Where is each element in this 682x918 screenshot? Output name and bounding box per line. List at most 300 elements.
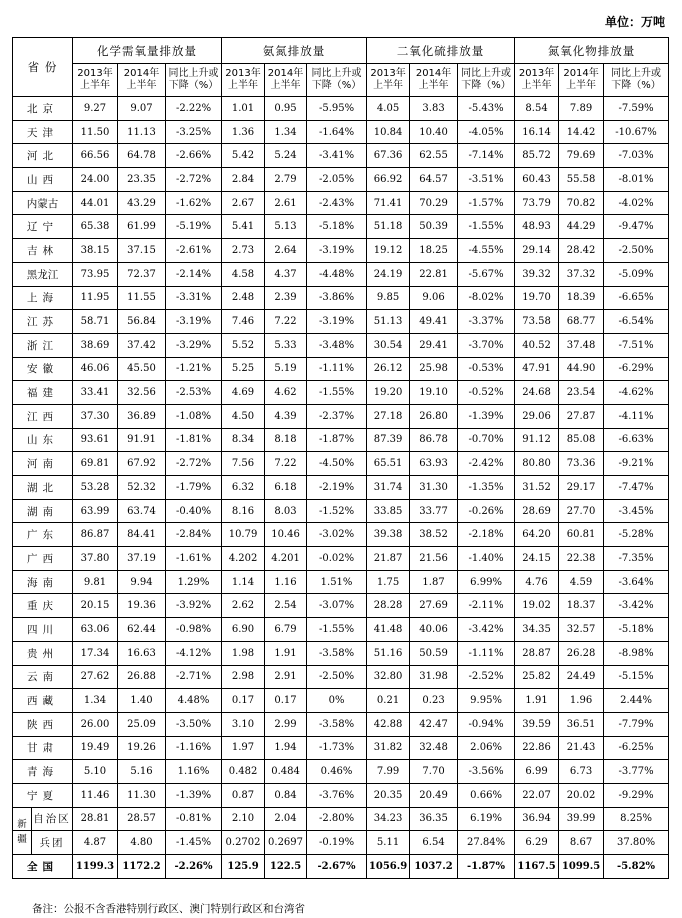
value-cell: -2.14%: [166, 262, 222, 286]
table-row: [13, 310, 669, 334]
value-cell: 39.32: [515, 262, 559, 286]
province-cell: 福建: [13, 381, 73, 405]
value-cell: 1.94: [265, 736, 307, 760]
value-cell: 93.61: [73, 428, 118, 452]
value-cell: 11.46: [73, 783, 118, 807]
value-cell: 11.13: [118, 120, 166, 144]
value-cell: 18.39: [559, 286, 604, 310]
value-cell: -10.67%: [604, 120, 669, 144]
value-cell: -9.21%: [604, 452, 669, 476]
value-cell: 0.2697: [265, 831, 307, 855]
value-cell: 0%: [307, 689, 367, 713]
value-cell: 40.06: [410, 618, 458, 642]
table-row: [13, 641, 669, 665]
value-cell: 72.37: [118, 262, 166, 286]
value-cell: 37.15: [118, 239, 166, 263]
value-cell: -3.77%: [604, 760, 669, 784]
value-cell: 37.80: [73, 547, 118, 571]
value-cell: 1.34: [73, 689, 118, 713]
value-cell: 2.84: [222, 168, 265, 192]
value-cell: 24.15: [515, 547, 559, 571]
value-cell: 39.99: [559, 807, 604, 831]
value-cell: -5.67%: [458, 262, 515, 286]
value-cell: 4.59: [559, 570, 604, 594]
province-cell: 广西: [13, 547, 73, 571]
value-cell: 39.59: [515, 712, 559, 736]
value-cell: -7.14%: [458, 144, 515, 168]
value-cell: -5.28%: [604, 523, 669, 547]
value-cell: 9.06: [410, 286, 458, 310]
value-cell: 1.75: [367, 570, 410, 594]
value-cell: 5.41: [222, 215, 265, 239]
subheader-cell: 2014年 上半年: [265, 64, 307, 97]
value-cell: 19.10: [410, 381, 458, 405]
total-value-cell: -1.87%: [458, 855, 515, 879]
value-cell: 9.27: [73, 97, 118, 121]
value-cell: 32.57: [559, 618, 604, 642]
total-row: [13, 855, 669, 879]
value-cell: 21.56: [410, 547, 458, 571]
value-cell: 2.62: [222, 594, 265, 618]
value-cell: 4.80: [118, 831, 166, 855]
value-cell: 25.98: [410, 357, 458, 381]
value-cell: 11.55: [118, 286, 166, 310]
value-cell: 19.36: [118, 594, 166, 618]
value-cell: -3.25%: [166, 120, 222, 144]
value-cell: -2.80%: [307, 807, 367, 831]
province-cell: 河北: [13, 144, 73, 168]
table-row: [13, 97, 669, 121]
province-cell: 青海: [13, 760, 73, 784]
value-cell: 70.82: [559, 191, 604, 215]
value-cell: 7.22: [265, 310, 307, 334]
value-cell: -9.29%: [604, 783, 669, 807]
table-row: [13, 712, 669, 736]
value-cell: 67.36: [367, 144, 410, 168]
value-cell: 29.06: [515, 404, 559, 428]
value-cell: 26.12: [367, 357, 410, 381]
value-cell: 4.05: [367, 97, 410, 121]
value-cell: -2.53%: [166, 381, 222, 405]
value-cell: 24.49: [559, 665, 604, 689]
value-cell: 31.52: [515, 476, 559, 500]
value-cell: 32.80: [367, 665, 410, 689]
value-cell: -1.35%: [458, 476, 515, 500]
value-cell: 16.63: [118, 641, 166, 665]
value-cell: -3.70%: [458, 333, 515, 357]
province-cell: 宁夏: [13, 783, 73, 807]
value-cell: -4.02%: [604, 191, 669, 215]
value-cell: 21.43: [559, 736, 604, 760]
value-cell: -6.63%: [604, 428, 669, 452]
value-cell: -2.37%: [307, 404, 367, 428]
value-cell: 37.30: [73, 404, 118, 428]
value-cell: 19.20: [367, 381, 410, 405]
value-cell: 19.49: [73, 736, 118, 760]
value-cell: 42.88: [367, 712, 410, 736]
value-cell: -0.52%: [458, 381, 515, 405]
value-cell: 8.25%: [604, 807, 669, 831]
value-cell: 37.32: [559, 262, 604, 286]
value-cell: 6.99%: [458, 570, 515, 594]
value-cell: 84.41: [118, 523, 166, 547]
value-cell: 42.47: [410, 712, 458, 736]
value-cell: 73.58: [515, 310, 559, 334]
table-row: [13, 381, 669, 405]
value-cell: -3.41%: [307, 144, 367, 168]
value-cell: 2.98: [222, 665, 265, 689]
province-cell: 内蒙古: [13, 191, 73, 215]
value-cell: 1.36: [222, 120, 265, 144]
value-cell: -4.55%: [458, 239, 515, 263]
value-cell: 0.484: [265, 760, 307, 784]
value-cell: 85.08: [559, 428, 604, 452]
value-cell: -0.19%: [307, 831, 367, 855]
value-cell: 66.56: [73, 144, 118, 168]
value-cell: 1.14: [222, 570, 265, 594]
value-cell: -6.54%: [604, 310, 669, 334]
value-cell: 60.43: [515, 168, 559, 192]
value-cell: -3.51%: [458, 168, 515, 192]
value-cell: -2.22%: [166, 97, 222, 121]
province-cell: 甘肃: [13, 736, 73, 760]
value-cell: 22.07: [515, 783, 559, 807]
value-cell: -6.25%: [604, 736, 669, 760]
value-cell: 2.48: [222, 286, 265, 310]
value-cell: 37.48: [559, 333, 604, 357]
value-cell: 29.41: [410, 333, 458, 357]
value-cell: 4.58: [222, 262, 265, 286]
value-cell: 73.36: [559, 452, 604, 476]
value-cell: 37.19: [118, 547, 166, 571]
value-cell: -2.50%: [307, 665, 367, 689]
value-cell: 73.79: [515, 191, 559, 215]
province-cell: 河南: [13, 452, 73, 476]
value-cell: 7.89: [559, 97, 604, 121]
value-cell: 45.50: [118, 357, 166, 381]
table-row: [13, 404, 669, 428]
value-cell: 23.54: [559, 381, 604, 405]
table-row: [13, 286, 669, 310]
value-cell: 25.09: [118, 712, 166, 736]
province-cell: 广东: [13, 523, 73, 547]
table-row: [13, 262, 669, 286]
value-cell: 61.99: [118, 215, 166, 239]
value-cell: 91.91: [118, 428, 166, 452]
value-cell: 19.12: [367, 239, 410, 263]
value-cell: -4.62%: [604, 381, 669, 405]
xinjiang-sub-label: 自治区: [33, 813, 71, 826]
value-cell: 0.46%: [307, 760, 367, 784]
value-cell: 48.93: [515, 215, 559, 239]
value-cell: -1.39%: [166, 783, 222, 807]
value-cell: 19.70: [515, 286, 559, 310]
value-cell: 11.30: [118, 783, 166, 807]
value-cell: 66.92: [367, 168, 410, 192]
value-cell: -3.45%: [604, 499, 669, 523]
value-cell: 0.17: [265, 689, 307, 713]
subheader-cell: 2014年 上半年: [118, 64, 166, 97]
value-cell: -3.19%: [166, 310, 222, 334]
province-cell: 海南: [13, 570, 73, 594]
value-cell: -1.11%: [458, 641, 515, 665]
value-cell: -3.02%: [307, 523, 367, 547]
value-cell: 36.89: [118, 404, 166, 428]
value-cell: 30.54: [367, 333, 410, 357]
ammonia-group-header: 氨氮排放量: [222, 38, 367, 64]
value-cell: -5.09%: [604, 262, 669, 286]
value-cell: 25.82: [515, 665, 559, 689]
value-cell: 6.73: [559, 760, 604, 784]
value-cell: 36.35: [410, 807, 458, 831]
table-row: [13, 168, 669, 192]
value-cell: 21.87: [367, 547, 410, 571]
total-value-cell: 1167.5: [515, 855, 559, 879]
value-cell: 32.48: [410, 736, 458, 760]
value-cell: 86.87: [73, 523, 118, 547]
value-cell: 1.51%: [307, 570, 367, 594]
value-cell: -3.19%: [307, 310, 367, 334]
value-cell: 22.81: [410, 262, 458, 286]
value-cell: -3.86%: [307, 286, 367, 310]
value-cell: 0.21: [367, 689, 410, 713]
value-cell: -1.87%: [307, 428, 367, 452]
value-cell: -2.72%: [166, 168, 222, 192]
value-cell: 49.41: [410, 310, 458, 334]
total-value-cell: -2.26%: [166, 855, 222, 879]
value-cell: 3.10: [222, 712, 265, 736]
table-row: [13, 357, 669, 381]
nox-group-header: 氮氧化物排放量: [515, 38, 669, 64]
value-cell: 58.71: [73, 310, 118, 334]
value-cell: -7.47%: [604, 476, 669, 500]
value-cell: 31.30: [410, 476, 458, 500]
value-cell: -1.45%: [166, 831, 222, 855]
value-cell: 1.98: [222, 641, 265, 665]
province-cell: 辽宁: [13, 215, 73, 239]
value-cell: 44.90: [559, 357, 604, 381]
value-cell: 5.11: [367, 831, 410, 855]
value-cell: -3.31%: [166, 286, 222, 310]
value-cell: 29.14: [515, 239, 559, 263]
value-cell: 24.68: [515, 381, 559, 405]
value-cell: 7.99: [367, 760, 410, 784]
value-cell: 20.02: [559, 783, 604, 807]
value-cell: -8.01%: [604, 168, 669, 192]
table-row: [13, 807, 669, 831]
value-cell: 10.79: [222, 523, 265, 547]
value-cell: -3.48%: [307, 333, 367, 357]
value-cell: 1.16: [265, 570, 307, 594]
value-cell: 1.16%: [166, 760, 222, 784]
value-cell: 33.85: [367, 499, 410, 523]
value-cell: 43.29: [118, 191, 166, 215]
value-cell: -1.64%: [307, 120, 367, 144]
value-cell: 24.00: [73, 168, 118, 192]
value-cell: 38.15: [73, 239, 118, 263]
value-cell: -2.19%: [307, 476, 367, 500]
value-cell: -2.52%: [458, 665, 515, 689]
value-cell: 11.50: [73, 120, 118, 144]
value-cell: 3.83: [410, 97, 458, 121]
value-cell: -1.11%: [307, 357, 367, 381]
value-cell: 29.17: [559, 476, 604, 500]
table-row: [13, 215, 669, 239]
value-cell: 33.77: [410, 499, 458, 523]
value-cell: 27.18: [367, 404, 410, 428]
value-cell: 38.52: [410, 523, 458, 547]
value-cell: -5.15%: [604, 665, 669, 689]
xinjiang-label: 新: [13, 808, 32, 831]
value-cell: -1.55%: [307, 381, 367, 405]
province-cell: 湖南: [13, 499, 73, 523]
province-cell: 天津: [13, 120, 73, 144]
value-cell: -0.70%: [458, 428, 515, 452]
value-cell: 1.87: [410, 570, 458, 594]
table-row: [13, 239, 669, 263]
value-cell: 63.06: [73, 618, 118, 642]
value-cell: 5.13: [265, 215, 307, 239]
value-cell: 10.40: [410, 120, 458, 144]
value-cell: -1.55%: [307, 618, 367, 642]
table-row: [13, 689, 669, 713]
value-cell: 8.03: [265, 499, 307, 523]
value-cell: 87.39: [367, 428, 410, 452]
subheader-cell: 同比上升或 下降（%）: [458, 64, 515, 97]
table-row: [13, 783, 669, 807]
table-row: [13, 476, 669, 500]
value-cell: 1.40: [118, 689, 166, 713]
table-row: [13, 191, 669, 215]
value-cell: 1.29%: [166, 570, 222, 594]
value-cell: -3.42%: [458, 618, 515, 642]
value-cell: 0.23: [410, 689, 458, 713]
province-cell: 江苏: [13, 310, 73, 334]
value-cell: -1.55%: [458, 215, 515, 239]
value-cell: -2.18%: [458, 523, 515, 547]
value-cell: -3.42%: [604, 594, 669, 618]
value-cell: 4.69: [222, 381, 265, 405]
xinjiang-sub-label: 兵团: [39, 837, 65, 850]
total-value-cell: 122.5: [265, 855, 307, 879]
table-row: [13, 570, 669, 594]
value-cell: -0.40%: [166, 499, 222, 523]
value-cell: -9.47%: [604, 215, 669, 239]
value-cell: 31.74: [367, 476, 410, 500]
value-cell: 2.39: [265, 286, 307, 310]
value-cell: -3.64%: [604, 570, 669, 594]
value-cell: 17.34: [73, 641, 118, 665]
value-cell: 28.69: [515, 499, 559, 523]
value-cell: 32.56: [118, 381, 166, 405]
value-cell: 68.77: [559, 310, 604, 334]
value-cell: 1.97: [222, 736, 265, 760]
value-cell: 4.39: [265, 404, 307, 428]
value-cell: 51.18: [367, 215, 410, 239]
table-row: [13, 618, 669, 642]
subheader-cell: 2013年 上半年: [515, 64, 559, 97]
value-cell: 34.23: [367, 807, 410, 831]
value-cell: 26.28: [559, 641, 604, 665]
value-cell: 60.81: [559, 523, 604, 547]
value-cell: -2.42%: [458, 452, 515, 476]
province-cell: 北京: [13, 97, 73, 121]
value-cell: 5.42: [222, 144, 265, 168]
value-cell: 27.84%: [458, 831, 515, 855]
value-cell: 27.69: [410, 594, 458, 618]
value-cell: 5.19: [265, 357, 307, 381]
value-cell: 14.42: [559, 120, 604, 144]
value-cell: 0.482: [222, 760, 265, 784]
value-cell: -2.50%: [604, 239, 669, 263]
province-cell: 西藏: [13, 689, 73, 713]
value-cell: 23.35: [118, 168, 166, 192]
value-cell: 5.52: [222, 333, 265, 357]
table-row: [13, 831, 669, 855]
subheader-cell: 同比上升或 下降（%）: [604, 64, 669, 97]
value-cell: -2.11%: [458, 594, 515, 618]
value-cell: -5.95%: [307, 97, 367, 121]
value-cell: 27.70: [559, 499, 604, 523]
value-cell: 22.86: [515, 736, 559, 760]
value-cell: -8.98%: [604, 641, 669, 665]
value-cell: -4.48%: [307, 262, 367, 286]
value-cell: -0.26%: [458, 499, 515, 523]
value-cell: -3.58%: [307, 641, 367, 665]
value-cell: 39.38: [367, 523, 410, 547]
table-row: [13, 547, 669, 571]
value-cell: 1.01: [222, 97, 265, 121]
value-cell: 51.13: [367, 310, 410, 334]
value-cell: -0.81%: [166, 807, 222, 831]
value-cell: -5.18%: [604, 618, 669, 642]
value-cell: 63.99: [73, 499, 118, 523]
value-cell: 2.04: [265, 807, 307, 831]
table-row: [13, 428, 669, 452]
value-cell: 51.16: [367, 641, 410, 665]
value-cell: -8.02%: [458, 286, 515, 310]
value-cell: 53.28: [73, 476, 118, 500]
value-cell: -1.57%: [458, 191, 515, 215]
xinjiang-cell: [13, 807, 73, 831]
province-cell: 浙江: [13, 333, 73, 357]
value-cell: -0.02%: [307, 547, 367, 571]
value-cell: 1.91: [515, 689, 559, 713]
value-cell: 65.51: [367, 452, 410, 476]
value-cell: 69.81: [73, 452, 118, 476]
value-cell: 5.33: [265, 333, 307, 357]
value-cell: -3.50%: [166, 712, 222, 736]
value-cell: 0.66%: [458, 783, 515, 807]
value-cell: 34.35: [515, 618, 559, 642]
value-cell: 64.78: [118, 144, 166, 168]
value-cell: 18.37: [559, 594, 604, 618]
value-cell: 8.67: [559, 831, 604, 855]
value-cell: 6.90: [222, 618, 265, 642]
value-cell: 28.87: [515, 641, 559, 665]
table-row: [13, 120, 669, 144]
value-cell: -5.19%: [166, 215, 222, 239]
province-cell: 安徽: [13, 357, 73, 381]
value-cell: 7.56: [222, 452, 265, 476]
value-cell: 7.22: [265, 452, 307, 476]
subheader-cell: 2014年 上半年: [410, 64, 458, 97]
value-cell: 0.87: [222, 783, 265, 807]
value-cell: -0.94%: [458, 712, 515, 736]
value-cell: 56.84: [118, 310, 166, 334]
value-cell: 24.19: [367, 262, 410, 286]
value-cell: -0.53%: [458, 357, 515, 381]
